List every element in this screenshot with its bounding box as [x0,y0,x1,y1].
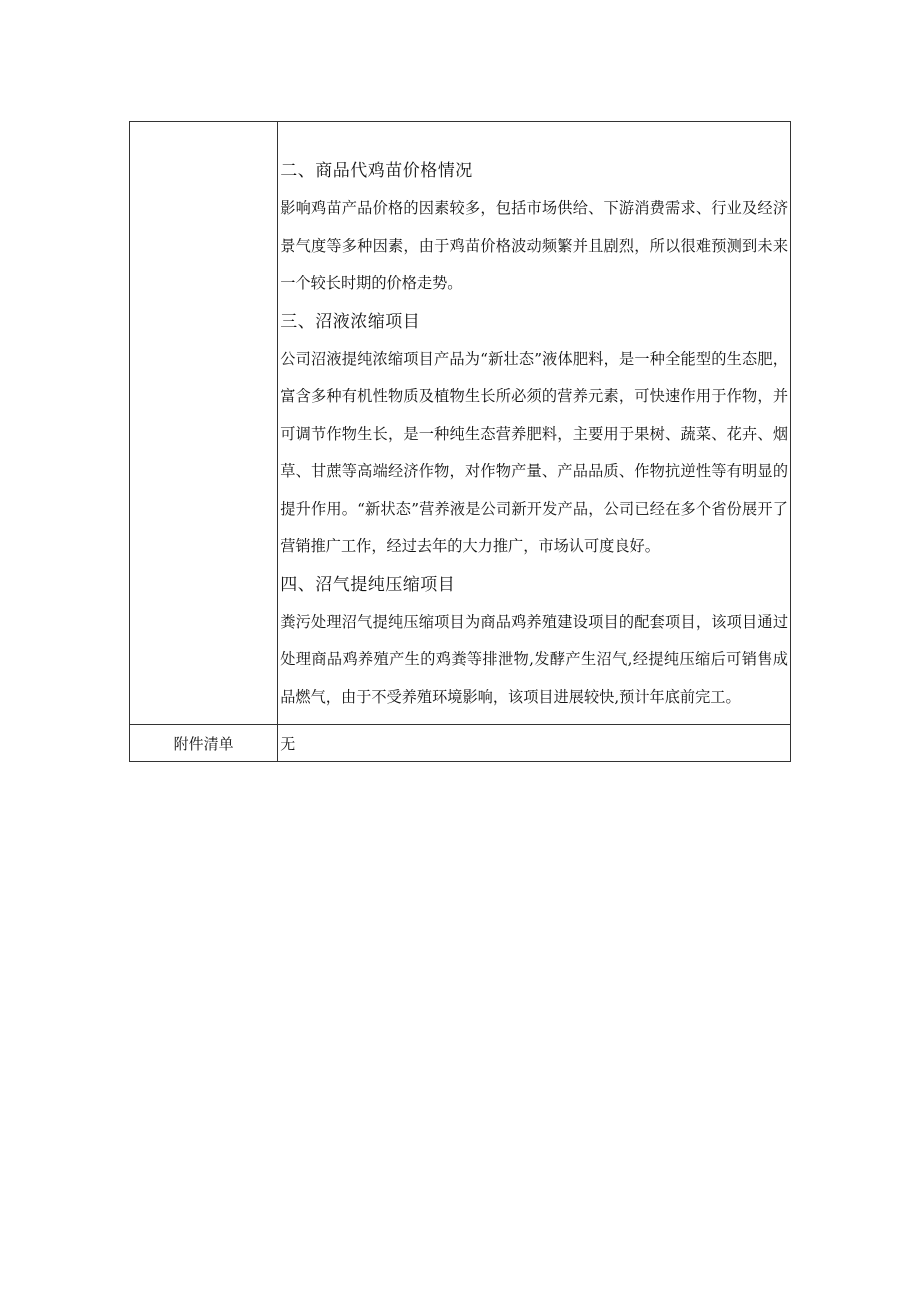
content-cell [278,122,791,725]
attachments-row [130,725,791,762]
section-chick-price [280,152,788,303]
section-biogas-slurry [280,303,788,566]
section-paragraph: 影响鸡苗产品价格的因素较多，包括市场供给、下游消费需求、行业及经济景气度等多种因素，由于鸡苗价格波动频繁并且剧烈，所以很难预测到未来一个较长时期的价格走势。 [280,199,788,292]
attachments-label: 附件清单 [130,725,278,762]
attachments-value: 无 [278,725,791,762]
section-paragraph: 粪污处理沼气提纯压缩项目为商品鸡养殖建设项目的配套项目，该项目通过处理商品鸡养殖产生的鸡粪等排泄物,发酵产生沼气,经提纯压缩后可销售成品燃气，由于不受养殖环境影响，该项目进展较快,预计年底前完工。 [280,612,788,706]
section-heading: 三、沼液浓缩项目 [280,311,421,332]
section-paragraph: 公司沼液提纯浓缩项目产品为“新壮态”液体肥料，是一种全能型的生态肥，富含多种有机性物质及植物生长所必须的营养元素，可快速作用于作物，并可调节作物生长，是一种纯生态营养肥料，主要用于果树、蔬菜、花卉、烟草、甘蔗等高端经济作物，对作物产量、产品品质、作物抗逆性等有明显的提升作用。“新状态”营养液是公司新开发产品，公司已经在多个省份展开了营销推广工作，经过去年的大力推广，市场认可度良好。 [280,349,788,555]
section-heading: 二、商品代鸡苗价格情况 [280,161,473,181]
document-table [129,121,791,762]
empty-label-cell [130,122,278,725]
content-row [130,122,791,725]
section-heading: 四、沼气提纯压缩项目 [280,574,456,595]
section-biogas-purification [280,566,788,717]
